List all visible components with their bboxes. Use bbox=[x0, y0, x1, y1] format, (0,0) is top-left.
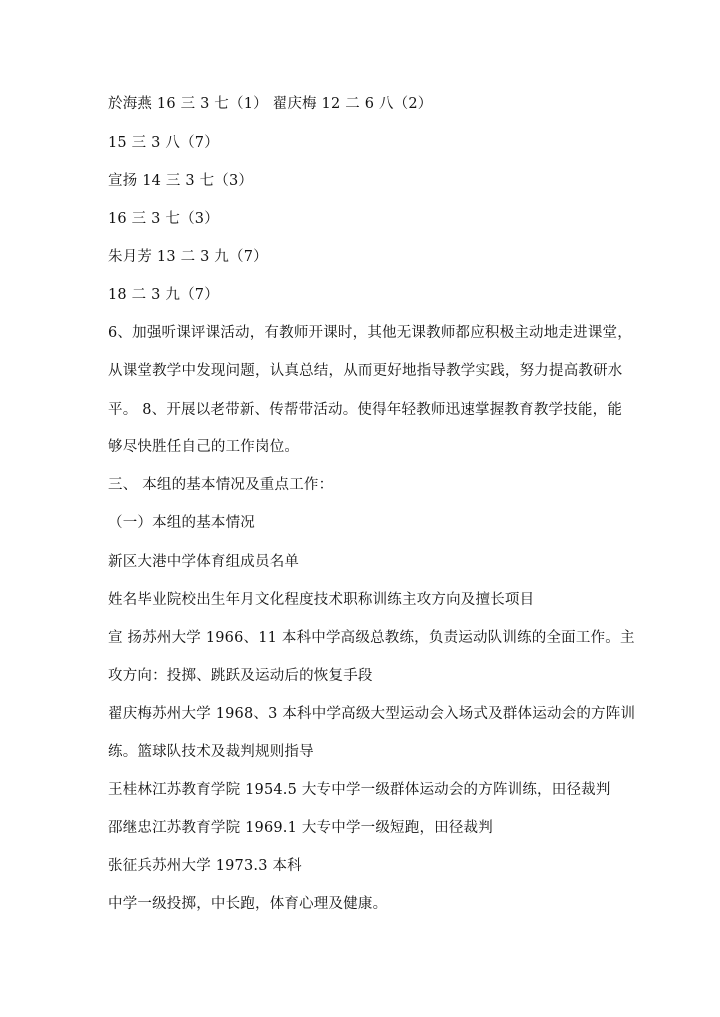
subsection-heading: （一）本组的基本情况 bbox=[108, 515, 255, 531]
text-line: 翟庆梅苏州大学 1968、3 本科中学高级大型运动会入场式及群体运动会的方阵训 bbox=[108, 706, 636, 722]
text-line: 张征兵苏州大学 1973.3 本科 bbox=[108, 858, 302, 874]
text-line: 18 二 3 九（7） bbox=[108, 287, 219, 303]
text-line: 邵继忠江苏教育学院 1969.1 大专中学一级短跑，田径裁判 bbox=[108, 820, 493, 836]
text-line: 朱月芳 13 二 3 九（7） bbox=[108, 249, 268, 265]
text-line: 新区大港中学体育组成员名单 bbox=[108, 554, 300, 570]
text-line: 15 三 3 八（7） bbox=[108, 135, 219, 151]
text-line: 中学一级投掷，中长跑，体育心理及健康。 bbox=[108, 896, 388, 912]
text-line: 够尽快胜任自己的工作岗位。 bbox=[108, 439, 300, 455]
text-line: 练。篮球队技术及裁判规则指导 bbox=[108, 744, 314, 760]
text-line: 16 三 3 七（3） bbox=[108, 211, 219, 227]
text-line: 王桂林江苏教育学院 1954.5 大专中学一级群体运动会的方阵训练，田径裁判 bbox=[108, 782, 611, 798]
text-line: 从课堂教学中发现问题，认真总结，从而更好地指导教学实践，努力提高教研水 bbox=[108, 363, 623, 379]
text-line: 姓名毕业院校出生年月文化程度技术职称训练主攻方向及擅长项目 bbox=[108, 592, 535, 608]
text-line: 宣扬 14 三 3 七（3） bbox=[108, 173, 254, 189]
text-line: 6、加强听课评课活动，有教师开课时，其他无课教师都应积极主动地走进课堂， bbox=[108, 325, 632, 341]
text-line: 攻方向：投掷、跳跃及运动后的恢复手段 bbox=[108, 668, 373, 684]
text-line: 於海燕 16 三 3 七（1） 翟庆梅 12 二 6 八（2） bbox=[108, 96, 433, 112]
text-line: 宣 扬苏州大学 1966、11 本科中学高级总教练，负责运动队训练的全面工作。主 bbox=[108, 630, 635, 646]
text-line: 平。 8、开展以老带新、传帮带活动。使得年轻教师迅速掌握教育教学技能，能 bbox=[108, 402, 623, 418]
section-heading: 三、 本组的基本情况及重点工作： bbox=[108, 477, 334, 493]
